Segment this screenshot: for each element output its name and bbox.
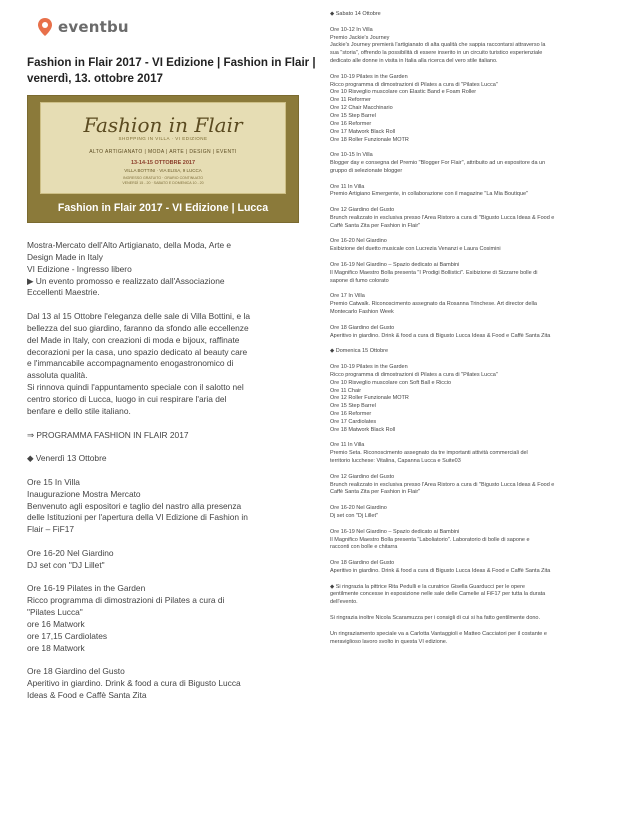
text-line: e l'immancabile accompagnamento enogastronomico di — [27, 358, 234, 369]
text-line: del Made in Italy, con creazioni di moda e bijoux, raffinate — [27, 334, 240, 345]
banner-fineprint-line: INGRESSO GRATUITO · ORARIO CONTINUATO — [123, 176, 203, 180]
banner-caption: Fashion in Flair 2017 - VI Edizione | Lucca — [57, 202, 269, 214]
banner-brand: Fashion in Flair — [83, 113, 243, 137]
program-line: Brunch realizzato in esclusiva presso l'Area Ristoro a cura di "Bigusto Lucca Ideas & Food e — [330, 214, 555, 221]
event-description — [27, 240, 299, 702]
program-item — [330, 529, 620, 553]
program-item — [330, 474, 620, 498]
text-line: ore 17,15 Cardiolates — [27, 630, 108, 641]
program-line: Un ringraziamento speciale va a Carlotta Vantaggioli e Matteo Cacciatori per il costante e — [330, 630, 547, 637]
text-line: Eccellenti Maestrie. — [27, 287, 100, 298]
description-paragraph — [27, 477, 299, 536]
description-paragraph — [27, 548, 299, 572]
program-line: Premio Seta. Riconoscimento assegnato da tre importanti attività commerciali del — [330, 450, 528, 457]
program-item — [330, 442, 620, 466]
text-line: ⇒ PROGRAMMA FASHION IN FLAIR 2017 — [27, 429, 189, 440]
program-line: sua "storia", offrendo la possibilità di essere inserito in un circuito turistico esperienziale — [330, 50, 543, 57]
event-program-column — [330, 11, 620, 654]
text-line: decorazioni per la casa, uno spazio dedicato al beauty care — [27, 346, 248, 357]
description-paragraph — [27, 666, 299, 702]
program-line: Ore 16-20 Nel Giardino — [330, 238, 387, 245]
program-line: ◆ Sabato 14 Ottobre — [330, 11, 381, 17]
program-line: Ore 16 Reformer — [330, 411, 372, 418]
program-line: Ore 12 Giardino del Gusto — [330, 207, 395, 214]
program-item — [330, 631, 620, 647]
text-line: centro storico di Lucca, luogo in cui respirare l'aria del — [27, 393, 227, 404]
event-banner-image — [27, 95, 299, 223]
program-line: sapone di fumo colorato — [330, 277, 389, 284]
program-line: Ricco programma di dimostrazioni di Pilates a cura di "Pilates Lucca" — [330, 371, 498, 378]
text-line: Ore 16-20 Nel Giardino — [27, 547, 114, 558]
program-line: Ore 18 Roller Funzionale MOTR — [330, 136, 409, 143]
program-line: Premio Jackie's Journey — [330, 34, 390, 41]
program-item — [330, 364, 620, 435]
program-item — [330, 348, 620, 356]
program-line: Montecarlo Fashion Week — [330, 309, 394, 316]
program-line: Caffè Santa Zita per Fashion in Flair" — [330, 222, 421, 229]
program-line: Premio Catwalk. Riconoscimento assegnato da Rosanna Trinchese. Art director della — [330, 301, 537, 308]
text-line: delle Istituzioni per l'apertura della VI Edizione di Fashion in — [27, 512, 248, 523]
event-title — [27, 55, 316, 87]
text-line: Si rinnova quindi l'appuntamento speciale con il salotto nel — [27, 382, 244, 393]
event-title-line: Fashion in Flair 2017 - VI Edizione | Fashion in Flair | — [27, 56, 316, 69]
program-line: ◆ Domenica 15 Ottobre — [330, 348, 389, 355]
site-logo-text[interactable]: eventbu — [58, 18, 129, 36]
text-line: "Pilates Lucca" — [27, 607, 83, 618]
program-line: Ore 10-12 In Villa — [330, 26, 373, 33]
program-line: Premio Artigiano Emergente, in collaborazione con il magazine "La Mia Boutique" — [330, 191, 529, 198]
program-line: Jackie's Journey premierà l'artigianato di alta qualità che sappia raccontarsi attraverso la — [330, 42, 546, 49]
description-paragraph — [27, 453, 299, 465]
program-item — [330, 560, 620, 576]
map-pin-icon — [38, 18, 52, 36]
program-item — [330, 207, 620, 231]
program-line: gruppo di selezionate blogger — [330, 167, 403, 174]
program-line: territorio lucchese: Vitalina, Capanna Lucca e Suite03 — [330, 458, 461, 465]
program-line: Ore 11 In Villa — [330, 442, 365, 449]
description-paragraph — [27, 430, 299, 442]
program-line: Aperitivo in giardino. Drink & food a cura di Bigusto Lucca Ideas & Food e Caffè Santa Zita — [330, 567, 551, 574]
text-line: Benvenuto agli espositori e taglio del nastro alla presenza — [27, 500, 242, 511]
program-line: Ore 18 Giardino del Gusto — [330, 560, 395, 567]
text-line: assoluta qualità. — [27, 370, 88, 381]
program-item — [330, 325, 620, 341]
text-line: ▶ Un evento promosso e realizzato dall'Associazione — [27, 275, 225, 286]
text-line: Mostra-Mercato dell'Alto Artigianato, della Moda, Arte e — [27, 240, 232, 250]
text-line: DJ set con "DJ Lillet" — [27, 559, 105, 570]
program-item — [330, 505, 620, 521]
program-line: ◆ Si ringrazia la pittrice Rita Pedulli e la curatrice Gisella Guarducci per le opere — [330, 583, 525, 590]
program-item — [330, 293, 620, 317]
program-line: Ore 18 Giardino del Gusto — [330, 324, 395, 331]
program-line: Il Magnifico Maestro Bolla presenta "I Prodigi Bollistici". Esibizione di Sizzarre bolle di — [330, 269, 538, 276]
program-line: racconti con bolle e chitarra — [330, 544, 398, 551]
description-paragraph — [27, 583, 299, 654]
program-line: Si ringrazia inoltre Nicola Scaramuzza per i consigli di cui si ha fatto gentilmente dono. — [330, 614, 541, 621]
program-item — [330, 262, 620, 286]
program-line: Ore 10-19 Pilates in the Garden — [330, 363, 408, 370]
program-line: Ore 17 Cardiolates — [330, 418, 377, 425]
program-line: Ore 16-19 Nel Giardino – Spazio dedicato ai Bambini — [330, 528, 460, 535]
program-item — [330, 184, 620, 200]
text-line: Aperitivo in giardino. Drink & food a cura di Bigusto Lucca — [27, 678, 241, 689]
event-left-column — [27, 55, 316, 714]
banner-fineprint-line: VENERDÌ 15 - 20 · SABATO E DOMENICA 10 - 20 — [122, 181, 204, 185]
program-line: Ricco programma di dimostrazioni di Pilates a cura di "Pilates Lucca" — [330, 81, 498, 88]
description-paragraph — [27, 240, 299, 299]
program-line: Ore 10-15 In Villa — [330, 152, 373, 159]
banner-sub: SHOPPING IN VILLA · VI EDIZIONE — [118, 136, 208, 141]
program-item — [330, 27, 620, 66]
program-line: Caffè Santa Zita per Fashion in Flair" — [330, 489, 421, 496]
program-item — [330, 152, 620, 176]
program-line: Dj set con "Dj Lillet" — [330, 513, 378, 519]
program-line: dell'evento. — [330, 599, 358, 606]
program-line: Ore 10 Risveglio muscolare con Soft Ball e Riccio — [330, 379, 452, 386]
program-line: dedicato alle donne in visita in Italia alla ricerca del vero stile italiano. — [330, 58, 498, 65]
program-line: Ore 10-19 Pilates in the Garden — [330, 73, 408, 80]
text-line: Ore 16-19 Pilates in the Garden — [27, 583, 146, 594]
text-line: Ore 18 Giardino del Gusto — [27, 666, 125, 677]
program-line: Ore 15 Step Barrel — [330, 403, 376, 410]
program-item — [330, 74, 620, 145]
program-line: Ore 11 In Villa — [330, 183, 365, 190]
banner-poster — [40, 102, 286, 194]
text-line: Inaugurazione Mostra Mercato — [27, 488, 141, 499]
program-line: Ore 17 Matwork Black Roll — [330, 128, 396, 135]
text-line: Ricco programma di dimostrazioni di Pilates a cura di — [27, 595, 225, 606]
banner-categories: ALTO ARTIGIANATO | MODA | ARTE | DESIGN | EVENTI — [89, 149, 237, 155]
program-line: Blogger day e consegna del Premio "Blogger For Flair", attribuito ad un espositore da un — [330, 160, 546, 167]
program-item — [330, 238, 620, 254]
text-line: Dal 13 al 15 Ottobre l'eleganza delle sale di Villa Bottini, e la — [27, 311, 251, 322]
program-item — [330, 584, 620, 608]
program-line: Ore 15 Step Barrel — [330, 112, 376, 119]
event-date: venerdì, 13. ottobre 2017 — [27, 72, 163, 85]
program-line: Aperitivo in giardino. Drink & food a cura di Bigusto Lucca Ideas & Food e Caffè Santa Zita — [330, 332, 551, 339]
program-line: Brunch realizzato in esclusiva presso l'Area Ristoro a cura di "Bigusto Lucca Ideas & Food e — [330, 481, 555, 488]
program-line: Esibizione del duetto musicale con Lucrezia Venanzi e Laura Cosimini — [330, 246, 501, 253]
program-line: Ore 16-20 Nel Giardino — [330, 505, 387, 512]
program-line: meraviglioso lavoro svolto in questa VI edizione. — [330, 638, 448, 645]
program-line: Ore 12 Roller Funzionale MOTR — [330, 395, 409, 402]
program-line: Ore 12 Giardino del Gusto — [330, 473, 395, 480]
program-line: Ore 16-19 Nel Giardino – Spazio dedicato ai Bambini — [330, 262, 460, 268]
program-line: Ore 18 Matwork Black Roll — [330, 426, 396, 433]
program-line: Il Magnifico Maestro Bolla presenta "Laboliatorio". Laboratorio di bolle di sapone e — [330, 536, 530, 543]
text-line: Flair – FiF17 — [27, 524, 75, 535]
program-line: Ore 16 Reformer — [330, 120, 372, 127]
text-line: ore 16 Matwork — [27, 619, 85, 629]
program-line: Ore 12 Chair Macchinario — [330, 105, 393, 112]
text-line: Ideas & Food e Caffè Santa Zita — [27, 690, 147, 701]
program-item — [330, 615, 620, 623]
site-header — [38, 18, 129, 36]
text-line: ◆ Venerdì 13 Ottobre — [27, 453, 107, 464]
text-line: ore 18 Matwork — [27, 642, 85, 653]
text-line: Design Made in Italy — [27, 251, 103, 262]
program-item — [330, 11, 620, 19]
program-line: gentilmente concesse in esposizione nelle sale delle Camelie al FiF17 per tutta la durata — [330, 591, 546, 598]
text-line: Ore 15 In Villa — [27, 476, 80, 487]
description-paragraph — [27, 311, 299, 418]
banner-fineprint — [41, 176, 285, 186]
text-line: VI Edizione - Ingresso libero — [27, 263, 132, 274]
banner-dates: 13-14-15 OTTOBRE 2017 — [130, 160, 196, 166]
program-line: Ore 11 Reformer — [330, 97, 371, 104]
program-line: Ore 10 Risveglio muscolare con Elastic Band e Foam Roller — [330, 89, 477, 96]
banner-venue: VILLA BOTTINI · VIA ELISA, 9 LUCCA — [124, 168, 202, 173]
text-line: benfare e dello stile italiano. — [27, 405, 131, 416]
text-line: bellezza del suo giardino, faranno da sfondo alle eccellenze — [27, 322, 249, 333]
program-line: Ore 17 In Villa — [330, 293, 365, 300]
program-line: Ore 11 Chair — [330, 387, 362, 394]
